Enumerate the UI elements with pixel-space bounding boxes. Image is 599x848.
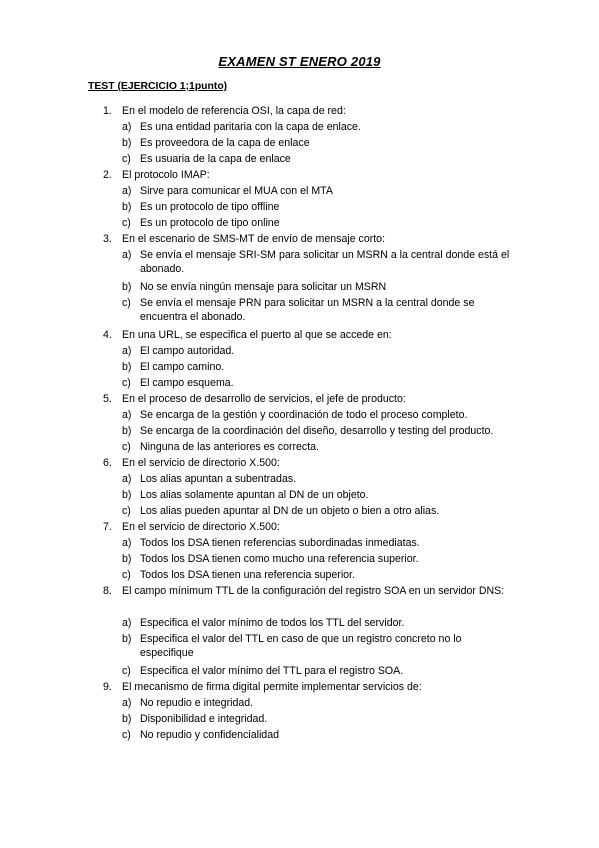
option-letter: b) [122,281,132,293]
answer-option [0,728,599,744]
option-text: No se envía ningún mensaje para solicitar un MSRN [140,281,387,293]
question-item [0,392,599,408]
option-text: El campo esquema. [140,377,234,389]
option-letter: b) [122,137,132,149]
option-text: Especifica el valor mínimo de todos los TTL del servidor. [140,617,405,629]
answer-option [0,360,599,376]
answer-option [0,504,599,520]
option-text: No repudio y confidencialidad [140,729,279,741]
option-text: Especifica el valor del TTL en caso de que un registro concreto no lo especifique [140,633,462,659]
option-letter: c) [122,505,131,517]
option-letter: c) [122,729,131,741]
answer-option [0,248,599,280]
question-number: 5. [103,393,112,405]
question-text: El protocolo IMAP: [122,169,210,181]
option-text: Los alias solamente apuntan al DN de un objeto. [140,489,369,501]
answer-option [0,408,599,424]
option-text: Todos los DSA tienen como mucho una referencia superior. [140,553,419,565]
option-text: El campo camino. [140,361,225,373]
answer-option [0,184,599,200]
option-text: Se envía el mensaje PRN para solicitar un MSRN a la central donde se encuentra el abonado. [140,297,475,323]
answer-option [0,136,599,152]
answer-option [0,536,599,552]
option-text: Es una entidad paritaria con la capa de enlace. [140,121,361,133]
question-number: 7. [103,521,112,533]
answer-option [0,552,599,568]
option-letter: a) [122,617,132,629]
option-text: El campo autoridad. [140,345,235,357]
question-number: 6. [103,457,112,469]
answer-option [0,120,599,136]
section-heading: TEST (EJERCICIO 1;1punto) [88,81,228,92]
option-text: Se envía el mensaje SRI-SM para solicitar un MSRN a la central donde está el abonado. [140,249,510,275]
option-letter: c) [122,377,131,389]
option-letter: a) [122,697,132,709]
question-number: 3. [103,233,112,245]
answer-option [0,712,599,728]
option-text: Es un protocolo de tipo online [140,217,280,229]
option-text: Es proveedora de la capa de enlace [140,137,310,149]
option-letter: b) [122,489,132,501]
option-letter: b) [122,425,132,437]
answer-option [0,344,599,360]
option-text: Es usuaria de la capa de enlace [140,153,291,165]
option-text: Especifica el valor mínimo del TTL para el registro SOA. [140,665,404,677]
question-number: 2. [103,169,112,181]
option-letter: c) [122,217,131,229]
option-letter: c) [122,297,131,309]
answer-option [0,280,599,296]
answer-option [0,568,599,584]
question-item [0,232,599,248]
question-text: En el escenario de SMS-MT de envío de mensaje corto: [122,233,386,245]
option-letter: b) [122,713,132,725]
option-text: Los alias apuntan a subentradas. [140,473,297,485]
question-number: 8. [103,585,112,597]
answer-option [0,152,599,168]
answer-option [0,216,599,232]
question-item [0,104,599,120]
answer-option [0,440,599,456]
answer-option [0,376,599,392]
option-text: Ninguna de las anteriores es correcta. [140,441,320,453]
option-letter: a) [122,473,132,485]
option-text: Es un protocolo de tipo offline [140,201,280,213]
question-text: En una URL, se especifica el puerto al que se accede en: [122,329,392,341]
answer-option [0,488,599,504]
question-text: El mecanismo de firma digital permite implementar servicios de: [122,681,422,693]
question-text: En el servicio de directorio X.500: [122,521,280,533]
option-text: Se encarga de la coordinación del diseño, desarrollo y testing del producto. [140,425,494,437]
option-letter: a) [122,409,132,421]
answer-option [0,296,599,328]
option-letter: c) [122,665,131,677]
question-item [0,680,599,696]
answer-option [0,424,599,440]
option-letter: c) [122,441,131,453]
question-text: En el proceso de desarrollo de servicios, el jefe de producto: [122,393,406,405]
question-text: El campo mínimum TTL de la configuración del registro SOA en un servidor DNS: [122,585,505,597]
answer-option [0,664,599,680]
option-letter: b) [122,201,132,213]
question-number: 1. [103,105,112,117]
option-text: Todos los DSA tienen una referencia superior. [140,569,355,581]
answer-option [0,696,599,712]
answer-option [0,616,599,632]
option-letter: b) [122,633,132,645]
option-letter: b) [122,553,132,565]
question-item [0,168,599,184]
question-number: 9. [103,681,112,693]
option-letter: c) [122,569,131,581]
option-text: Disponibilidad e integridad. [140,713,268,725]
page-title: EXAMEN ST ENERO 2019 [218,54,381,69]
question-list [0,104,599,744]
option-text: No repudio e integridad. [140,697,254,709]
option-letter: c) [122,153,131,165]
question-text: En el modelo de referencia OSI, la capa de red: [122,105,346,117]
option-text: Sirve para comunicar el MUA con el MTA [140,185,333,197]
answer-option [0,472,599,488]
option-text: Los alias pueden apuntar al DN de un objeto o bien a otro alias. [140,505,440,517]
question-item [0,520,599,536]
option-letter: a) [122,185,132,197]
option-text: Todos los DSA tienen referencias subordinadas inmediatas. [140,537,420,549]
question-item [0,456,599,472]
answer-option [0,632,599,664]
question-item [0,328,599,344]
option-letter: a) [122,537,132,549]
answer-option [0,200,599,216]
question-item [0,584,599,616]
option-letter: b) [122,361,132,373]
question-number: 4. [103,329,112,341]
question-text: En el servicio de directorio X.500: [122,457,280,469]
option-letter: a) [122,345,132,357]
option-letter: a) [122,121,132,133]
option-letter: a) [122,249,132,261]
option-text: Se encarga de la gestión y coordinación de todo el proceso completo. [140,409,468,421]
